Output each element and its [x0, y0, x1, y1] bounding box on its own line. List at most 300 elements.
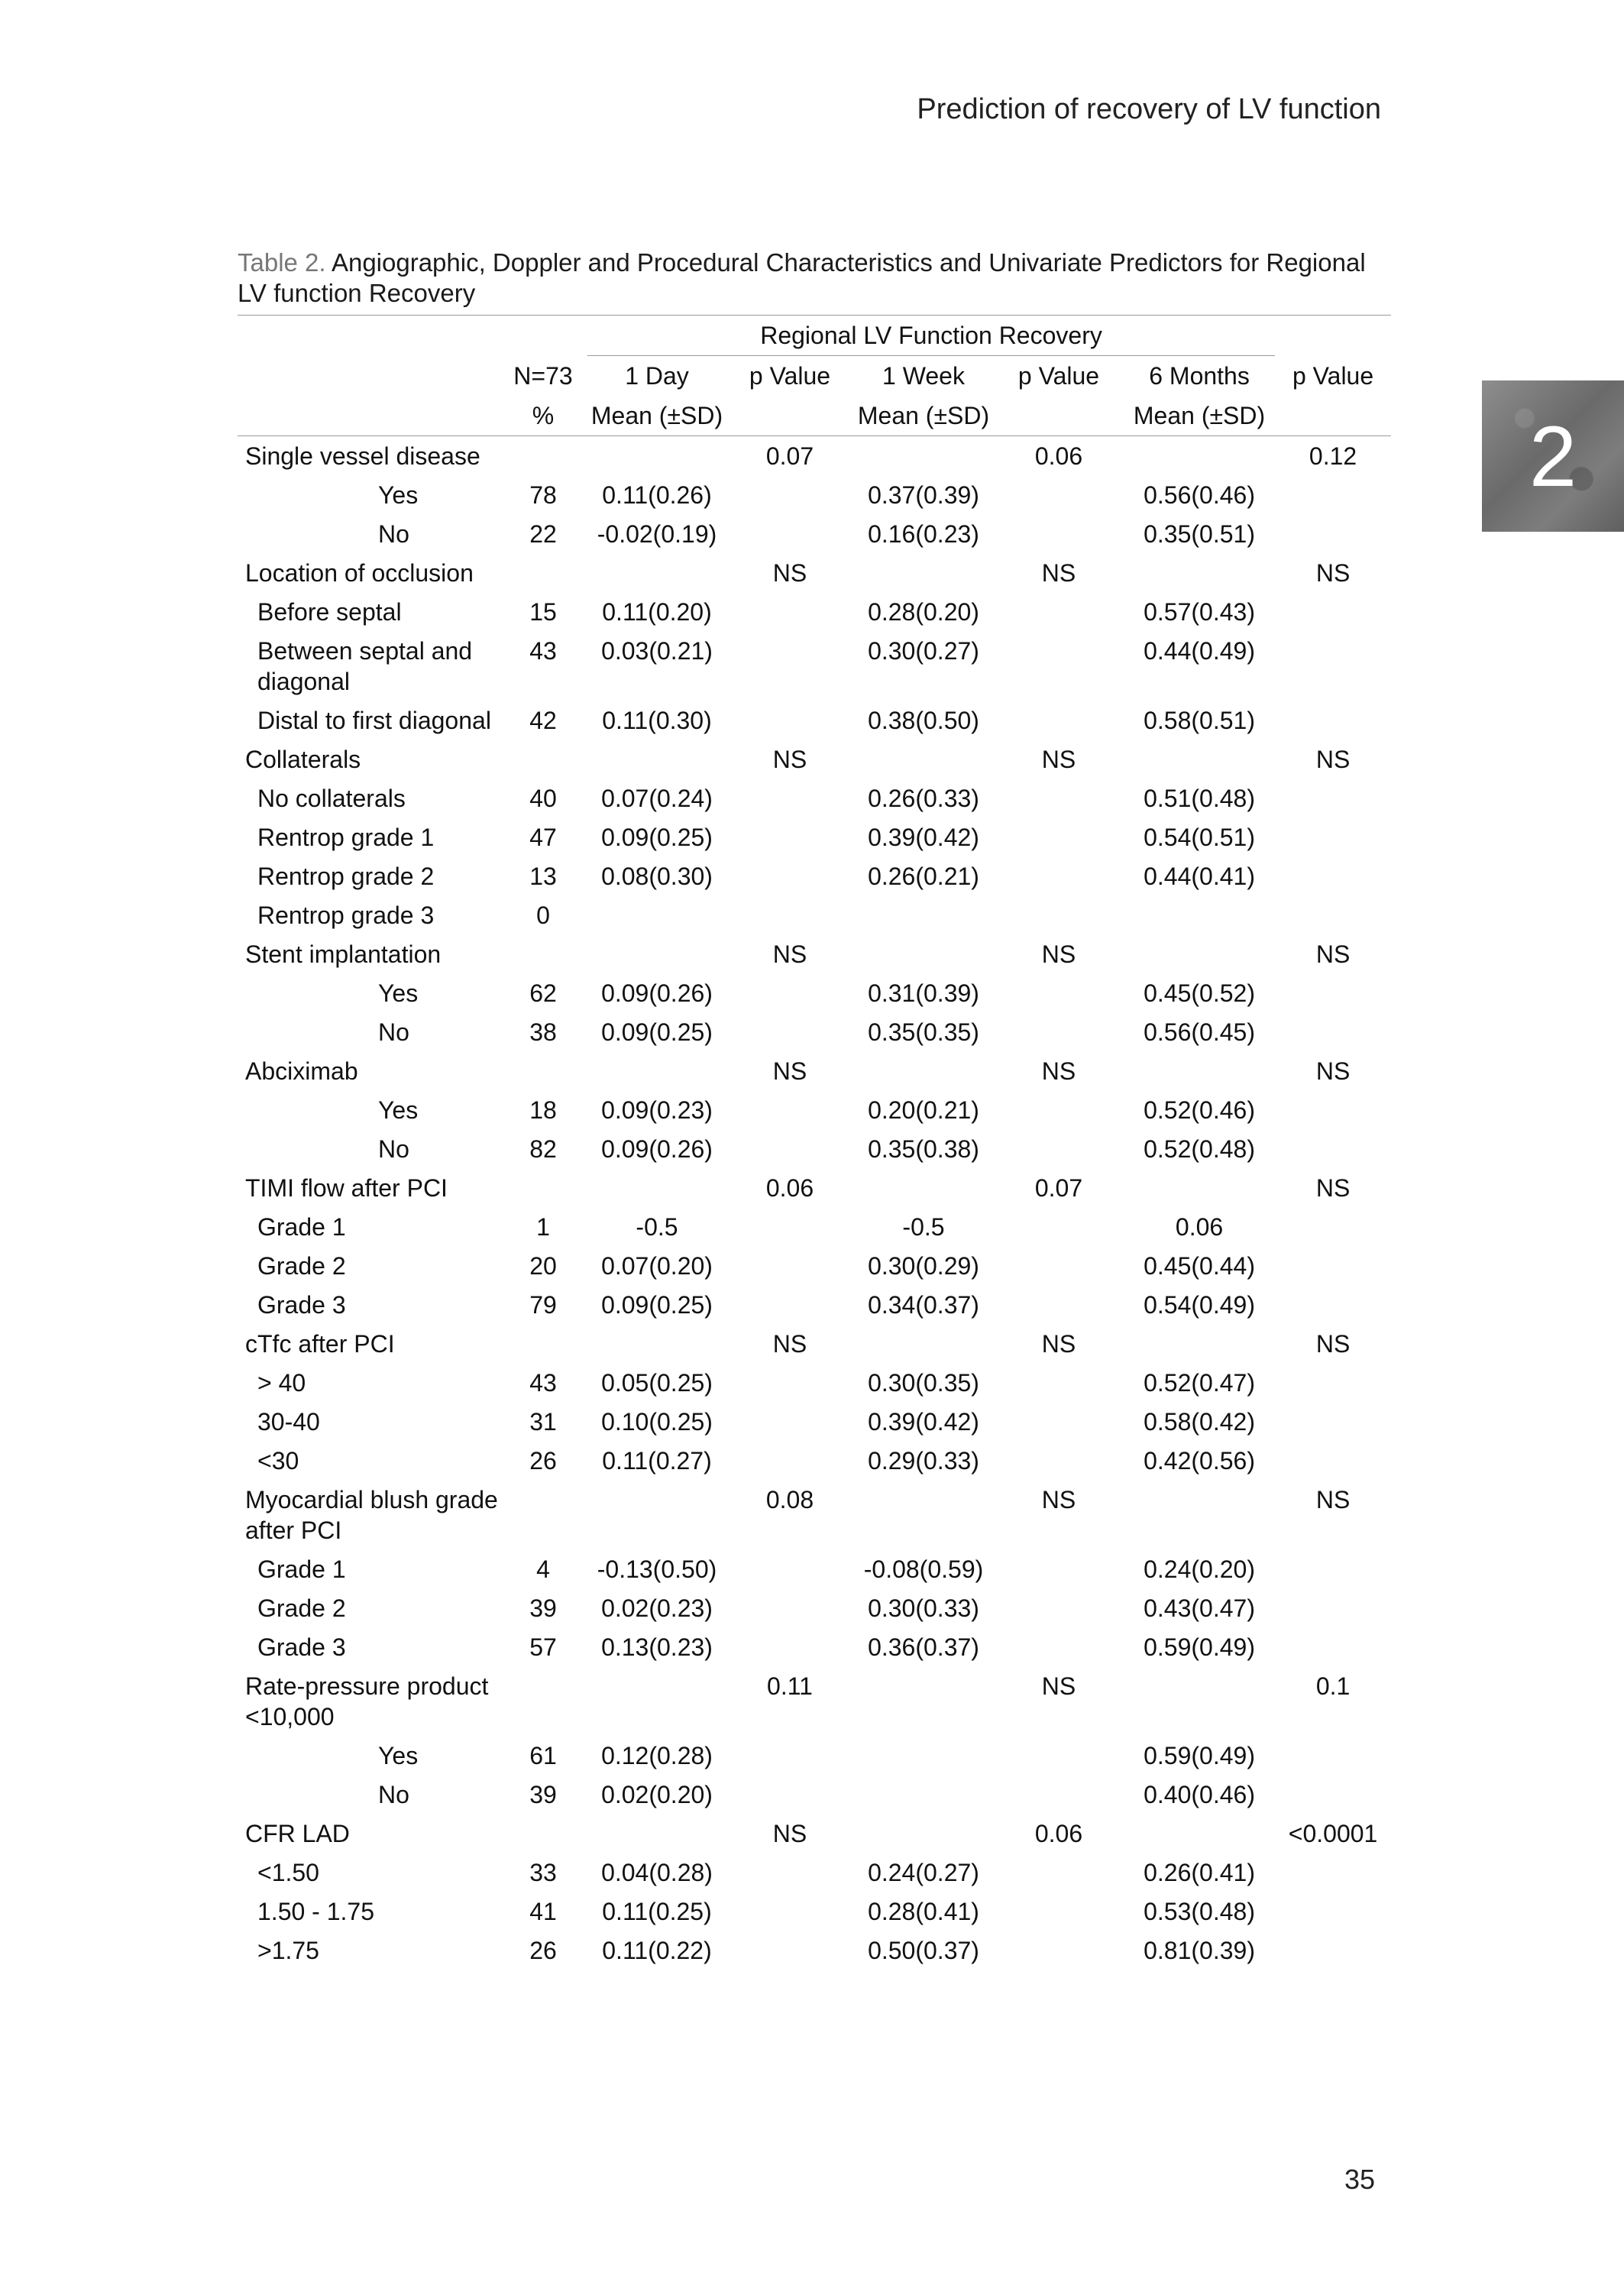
pvalue-1day: [726, 1363, 853, 1402]
mean-6months: [1124, 1480, 1275, 1549]
row-label: Collaterals: [245, 746, 361, 773]
row-label: Distal to first diagonal: [257, 707, 491, 734]
n-percent: 15: [529, 598, 557, 626]
pvalue-1week: [994, 817, 1124, 856]
mean-6months: 0.35(0.51): [1144, 520, 1255, 548]
row-label: Between septal and diagonal: [257, 637, 473, 695]
mean-1day: [587, 934, 726, 973]
pvalue-1day: [726, 779, 853, 817]
pvalue-1day: [726, 1736, 853, 1775]
pvalue-6months: NS: [1315, 1330, 1351, 1358]
row-label: Rentrop grade 2: [257, 863, 435, 890]
mean-1day: 0.02(0.20): [601, 1781, 713, 1808]
table-section-row: [238, 1666, 1391, 1736]
header-mean-sd: Mean (±SD): [590, 402, 723, 429]
mean-1day: [587, 1814, 726, 1853]
table-row: [238, 973, 1391, 1012]
n-percent: 61: [529, 1742, 557, 1769]
mean-1week: [853, 436, 994, 476]
mean-1day: 0.13(0.23): [601, 1633, 713, 1661]
n-percent: 79: [529, 1291, 557, 1319]
row-label: Abciximab: [245, 1057, 358, 1085]
header-cell: [994, 396, 1124, 436]
pvalue-6months: NS: [1315, 940, 1351, 968]
mean-1week: 0.31(0.39): [868, 979, 979, 1007]
header-cell: [1275, 396, 1391, 436]
pvalue-1day: [726, 1931, 853, 1970]
mean-1day: 0.09(0.23): [601, 1096, 713, 1124]
mean-6months: 0.26(0.41): [1144, 1859, 1255, 1886]
table-section-row: [238, 1324, 1391, 1363]
pvalue-6months: [1275, 1090, 1391, 1129]
chapter-tab: 2: [1482, 380, 1624, 532]
pvalue-1week: [994, 514, 1124, 553]
pvalue-1week: [994, 1775, 1124, 1814]
pvalue-1day: [726, 895, 853, 934]
table-row: [238, 1775, 1391, 1814]
n-percent: 47: [529, 824, 557, 851]
mean-1week: [853, 740, 994, 779]
table-row: [238, 1207, 1391, 1246]
row-label: cTfc after PCI: [245, 1330, 395, 1358]
pvalue-1week: [994, 1207, 1124, 1246]
n-percent: 26: [529, 1937, 557, 1964]
pvalue-1day: [726, 1892, 853, 1931]
pvalue-1day: [726, 1627, 853, 1666]
mean-1day: [587, 1480, 726, 1549]
n-percent: [499, 1480, 587, 1549]
pvalue-1day: [726, 1285, 853, 1324]
mean-6months: [1124, 1814, 1275, 1853]
mean-1week: -0.5: [902, 1213, 945, 1241]
mean-6months: 0.45(0.44): [1144, 1252, 1255, 1280]
pvalue-1day: [726, 1549, 853, 1588]
row-label: Grade 3: [257, 1291, 346, 1319]
n-percent: [499, 1051, 587, 1090]
pvalue-6months: <0.0001: [1288, 1820, 1378, 1847]
pvalue-6months: [1275, 779, 1391, 817]
mean-1day: 0.09(0.25): [601, 1291, 713, 1319]
n-percent: [499, 553, 587, 592]
mean-1day: [587, 895, 726, 934]
n-percent: [499, 1666, 587, 1736]
caption-text: Angiographic, Doppler and Procedural Characteristics and Univariate Predictors for Regional LV function Recovery: [238, 248, 1366, 307]
pvalue-1week: NS: [1041, 1672, 1076, 1700]
mean-1day: -0.13(0.50): [597, 1556, 717, 1583]
mean-1week: 0.28(0.20): [868, 598, 979, 626]
mean-1week: 0.30(0.29): [868, 1252, 979, 1280]
n-percent: 0: [536, 902, 550, 929]
table-row: [238, 701, 1391, 740]
n-percent: 38: [529, 1018, 557, 1046]
mean-6months: 0.45(0.52): [1144, 979, 1255, 1007]
mean-6months: 0.52(0.47): [1144, 1369, 1255, 1397]
header-cell: [238, 356, 499, 397]
pvalue-1day: [726, 1012, 853, 1051]
mean-6months: 0.59(0.49): [1144, 1633, 1255, 1661]
pvalue-1week: NS: [1041, 940, 1076, 968]
n-percent: [499, 934, 587, 973]
pvalue-1day: [726, 701, 853, 740]
row-label: Rentrop grade 3: [257, 902, 435, 929]
pvalue-1week: [994, 1363, 1124, 1402]
n-percent: 1: [536, 1213, 550, 1241]
pvalue-1day: NS: [772, 746, 807, 773]
mean-6months: 0.56(0.46): [1144, 481, 1255, 509]
row-label: No collaterals: [257, 785, 406, 812]
header-n: N=73: [513, 361, 573, 390]
table-row: [238, 1090, 1391, 1129]
pvalue-1day: [726, 1775, 853, 1814]
row-label: 30-40: [257, 1408, 320, 1436]
pvalue-1week: [994, 1892, 1124, 1931]
pvalue-6months: [1275, 1402, 1391, 1441]
pvalue-1day: [726, 1441, 853, 1480]
n-percent: [499, 1814, 587, 1853]
pvalue-1week: [994, 856, 1124, 895]
mean-1week: 0.38(0.50): [868, 707, 979, 734]
mean-1day: 0.11(0.26): [602, 481, 712, 509]
mean-1day: [587, 1324, 726, 1363]
row-label: TIMI flow after PCI: [245, 1174, 448, 1202]
n-percent: 4: [536, 1556, 550, 1583]
table-row: [238, 779, 1391, 817]
table-row: [238, 1012, 1391, 1051]
pvalue-1week: [994, 1246, 1124, 1285]
pvalue-6months: [1275, 817, 1391, 856]
n-percent: 20: [529, 1252, 557, 1280]
mean-6months: [1124, 436, 1275, 476]
mean-6months: 0.52(0.46): [1144, 1096, 1255, 1124]
mean-1week: [853, 895, 994, 934]
table-section-row: [238, 1051, 1391, 1090]
header-pvalue: p Value: [1017, 362, 1100, 390]
mean-6months: [1124, 1168, 1275, 1207]
pvalue-1day: [726, 973, 853, 1012]
header-pvalue: p Value: [1292, 361, 1374, 390]
table-section-row: [238, 436, 1391, 476]
n-percent: 43: [529, 637, 557, 665]
table-section-row: [238, 1168, 1391, 1207]
header-pvalue: p Value: [749, 362, 831, 390]
n-percent: 43: [529, 1369, 557, 1397]
pvalue-6months: [1275, 1012, 1391, 1051]
pvalue-6months: [1275, 856, 1391, 895]
pvalue-1day: [726, 1246, 853, 1285]
mean-1week: 0.35(0.38): [868, 1135, 979, 1163]
mean-1week: [853, 1666, 994, 1736]
pvalue-6months: [1275, 475, 1391, 514]
mean-1day: -0.02(0.19): [597, 520, 717, 548]
mean-6months: 0.57(0.43): [1144, 598, 1255, 626]
row-label: Stent implantation: [245, 940, 442, 968]
n-percent: 40: [529, 785, 557, 812]
pvalue-1week: [994, 631, 1124, 701]
pvalue-1week: [994, 895, 1124, 934]
mean-1week: 0.50(0.37): [868, 1937, 979, 1964]
pvalue-6months: [1275, 592, 1391, 631]
mean-1day: 0.03(0.21): [601, 637, 713, 665]
mean-1day: [587, 436, 726, 476]
n-percent: 39: [529, 1594, 557, 1622]
data-table: [238, 315, 1391, 1970]
mean-1week: 0.20(0.21): [868, 1096, 979, 1124]
pvalue-1week: 0.06: [1034, 1820, 1083, 1847]
mean-1week: [853, 934, 994, 973]
pvalue-1week: [994, 1012, 1124, 1051]
mean-1day: 0.11(0.25): [602, 1898, 712, 1925]
mean-6months: [1124, 934, 1275, 973]
mean-6months: 0.24(0.20): [1144, 1556, 1255, 1583]
pvalue-6months: NS: [1315, 1057, 1351, 1085]
group-header: Regional LV Function Recovery: [587, 316, 1275, 356]
row-label: Rate-pressure product <10,000: [245, 1672, 489, 1730]
n-percent: 39: [529, 1781, 557, 1808]
n-percent: 31: [529, 1408, 557, 1436]
mean-1week: 0.24(0.27): [868, 1859, 979, 1886]
table-row: [238, 631, 1391, 701]
row-label: Yes: [378, 481, 419, 509]
row-label: Rentrop grade 1: [257, 824, 435, 851]
pvalue-1day: [726, 592, 853, 631]
pvalue-1day: [726, 631, 853, 701]
header-mean-sd: Mean (±SD): [1133, 402, 1266, 429]
mean-6months: [1124, 1051, 1275, 1090]
table-row: [238, 1285, 1391, 1324]
n-percent: [499, 1168, 587, 1207]
n-percent: [499, 436, 587, 476]
mean-6months: 0.58(0.51): [1144, 707, 1255, 734]
pvalue-6months: [1275, 1853, 1391, 1892]
caption-label: Table 2.: [238, 248, 326, 277]
table-section-row: [238, 1814, 1391, 1853]
mean-1day: 0.04(0.28): [601, 1859, 713, 1886]
pvalue-1week: 0.06: [1034, 442, 1083, 470]
mean-1day: 0.07(0.24): [601, 785, 713, 812]
row-label: No: [378, 520, 409, 548]
row-label: Grade 2: [257, 1594, 346, 1622]
mean-1day: 0.02(0.23): [601, 1594, 713, 1622]
mean-1day: 0.11(0.22): [602, 1937, 712, 1964]
pvalue-1week: [994, 973, 1124, 1012]
mean-1day: 0.07(0.20): [601, 1252, 713, 1280]
pvalue-1day: 0.08: [765, 1486, 814, 1513]
table-row: [238, 1588, 1391, 1627]
row-label: Myocardial blush grade after PCI: [245, 1486, 498, 1544]
row-label: >1.75: [257, 1937, 319, 1964]
pvalue-1week: [994, 1285, 1124, 1324]
pvalue-1week: [994, 1736, 1124, 1775]
mean-6months: 0.54(0.51): [1144, 824, 1255, 851]
pvalue-1week: [994, 1549, 1124, 1588]
row-label: Yes: [378, 1096, 419, 1124]
mean-1week: 0.30(0.27): [868, 637, 979, 665]
mean-1day: 0.12(0.28): [601, 1742, 713, 1769]
pvalue-1week: NS: [1041, 559, 1076, 587]
header-cell: [726, 396, 853, 436]
mean-1day: 0.05(0.25): [601, 1369, 713, 1397]
table-section-row: [238, 740, 1391, 779]
mean-6months: [1124, 1666, 1275, 1736]
pvalue-1day: 0.07: [765, 442, 814, 470]
n-percent: 42: [529, 707, 557, 734]
row-label: Before septal: [257, 598, 402, 626]
pvalue-1week: [994, 1588, 1124, 1627]
n-percent: [499, 740, 587, 779]
table-row: [238, 1363, 1391, 1402]
table-container: [238, 315, 1391, 1970]
row-label: Grade 3: [257, 1633, 346, 1661]
pvalue-1day: [726, 1090, 853, 1129]
mean-1day: 0.10(0.25): [601, 1408, 713, 1436]
row-label: Yes: [378, 979, 419, 1007]
table-row: [238, 1129, 1391, 1168]
n-percent: 22: [529, 520, 557, 548]
running-header: Prediction of recovery of LV function: [917, 93, 1381, 125]
row-label: Grade 1: [257, 1213, 346, 1241]
pvalue-1week: [994, 1853, 1124, 1892]
pvalue-1week: [994, 701, 1124, 740]
table-row: [238, 592, 1391, 631]
mean-1day: 0.11(0.30): [602, 707, 712, 734]
table-row: [238, 1736, 1391, 1775]
mean-1day: [587, 553, 726, 592]
pvalue-1day: [726, 514, 853, 553]
mean-6months: 0.58(0.42): [1144, 1408, 1255, 1436]
mean-1week: 0.39(0.42): [868, 1408, 979, 1436]
pvalue-1day: [726, 1853, 853, 1892]
mean-1week: [853, 1775, 994, 1814]
pvalue-1week: [994, 1129, 1124, 1168]
mean-1day: 0.08(0.30): [601, 863, 713, 890]
row-label: No: [378, 1781, 409, 1808]
table-row: [238, 1402, 1391, 1441]
pvalue-1day: 0.11: [767, 1672, 813, 1700]
header-1week: 1 Week: [882, 362, 965, 390]
row-label: Yes: [378, 1742, 419, 1769]
pvalue-1week: NS: [1041, 746, 1076, 773]
n-percent: 33: [529, 1859, 557, 1886]
mean-1week: -0.08(0.59): [863, 1556, 984, 1583]
header-row-2: [238, 396, 1391, 436]
group-header-row: [238, 316, 1391, 356]
pvalue-6months: [1275, 1892, 1391, 1931]
pvalue-1week: [994, 779, 1124, 817]
page-number: 35: [1344, 2164, 1375, 2195]
pvalue-6months: [1275, 1588, 1391, 1627]
n-percent: 41: [529, 1898, 557, 1925]
mean-1day: [587, 1666, 726, 1736]
pvalue-6months: [1275, 1931, 1391, 1970]
mean-6months: 0.59(0.49): [1144, 1742, 1255, 1769]
n-percent: 82: [529, 1135, 557, 1163]
pvalue-6months: [1275, 973, 1391, 1012]
mean-6months: [1124, 553, 1275, 592]
table-row: [238, 817, 1391, 856]
table-body: [238, 436, 1391, 1970]
mean-1week: 0.16(0.23): [868, 520, 979, 548]
table-row: [238, 856, 1391, 895]
mean-6months: 0.52(0.48): [1144, 1135, 1255, 1163]
mean-6months: 0.44(0.41): [1144, 863, 1255, 890]
pvalue-6months: [1275, 1627, 1391, 1666]
pvalue-1day: NS: [772, 940, 807, 968]
pvalue-1day: [726, 1402, 853, 1441]
mean-1week: [853, 1736, 994, 1775]
mean-6months: [1124, 740, 1275, 779]
n-percent: 26: [529, 1447, 557, 1475]
pvalue-1day: [726, 475, 853, 514]
pvalue-6months: 0.12: [1309, 442, 1357, 470]
n-percent: 57: [529, 1633, 557, 1661]
row-label: Grade 1: [257, 1556, 346, 1583]
mean-1week: 0.26(0.21): [868, 863, 979, 890]
pvalue-1week: [994, 475, 1124, 514]
table-caption: [238, 248, 1399, 309]
mean-1week: 0.30(0.35): [868, 1369, 979, 1397]
pvalue-6months: [1275, 1549, 1391, 1588]
mean-6months: 0.81(0.39): [1144, 1937, 1255, 1964]
mean-6months: 0.40(0.46): [1144, 1781, 1255, 1808]
mean-1day: 0.09(0.25): [601, 824, 713, 851]
header-6months: 6 Months: [1149, 362, 1250, 390]
mean-1week: 0.28(0.41): [868, 1898, 979, 1925]
mean-6months: 0.54(0.49): [1144, 1291, 1255, 1319]
table-row: [238, 514, 1391, 553]
table-row: [238, 1441, 1391, 1480]
mean-6months: 0.51(0.48): [1144, 785, 1255, 812]
row-label: <1.50: [257, 1859, 319, 1886]
mean-1week: 0.36(0.37): [868, 1633, 979, 1661]
mean-6months: 0.43(0.47): [1144, 1594, 1255, 1622]
mean-1day: 0.09(0.25): [601, 1018, 713, 1046]
table-row: [238, 1853, 1391, 1892]
pvalue-1week: [994, 592, 1124, 631]
row-label: Location of occlusion: [245, 559, 474, 587]
mean-6months: [1124, 895, 1275, 934]
pvalue-6months: [1275, 1207, 1391, 1246]
mean-6months: [1124, 1324, 1275, 1363]
pvalue-6months: NS: [1315, 1486, 1351, 1513]
pvalue-6months: 0.1: [1315, 1672, 1351, 1700]
mean-1week: 0.35(0.35): [868, 1018, 979, 1046]
mean-1day: 0.11(0.27): [602, 1447, 712, 1475]
pvalue-1week: NS: [1041, 1486, 1076, 1513]
pvalue-1week: NS: [1041, 1330, 1076, 1358]
table-row: [238, 475, 1391, 514]
mean-1week: [853, 1324, 994, 1363]
mean-1week: [853, 1814, 994, 1853]
pvalue-6months: [1275, 1246, 1391, 1285]
table-section-row: [238, 934, 1391, 973]
pvalue-1day: 0.06: [765, 1174, 814, 1202]
pvalue-1week: NS: [1041, 1057, 1076, 1085]
mean-6months: 0.56(0.45): [1144, 1018, 1255, 1046]
pvalue-6months: NS: [1315, 1174, 1351, 1202]
table-section-row: [238, 553, 1391, 592]
row-label: > 40: [257, 1369, 306, 1397]
mean-1day: [587, 1168, 726, 1207]
n-percent: 18: [529, 1096, 557, 1124]
row-label: No: [378, 1018, 409, 1046]
pvalue-1week: [994, 1931, 1124, 1970]
pvalue-1day: [726, 856, 853, 895]
pvalue-1week: 0.07: [1034, 1174, 1083, 1202]
pvalue-1day: NS: [772, 1057, 807, 1085]
mean-1week: 0.39(0.42): [868, 824, 979, 851]
mean-6months: 0.42(0.56): [1144, 1447, 1255, 1475]
row-label: CFR LAD: [245, 1820, 350, 1847]
